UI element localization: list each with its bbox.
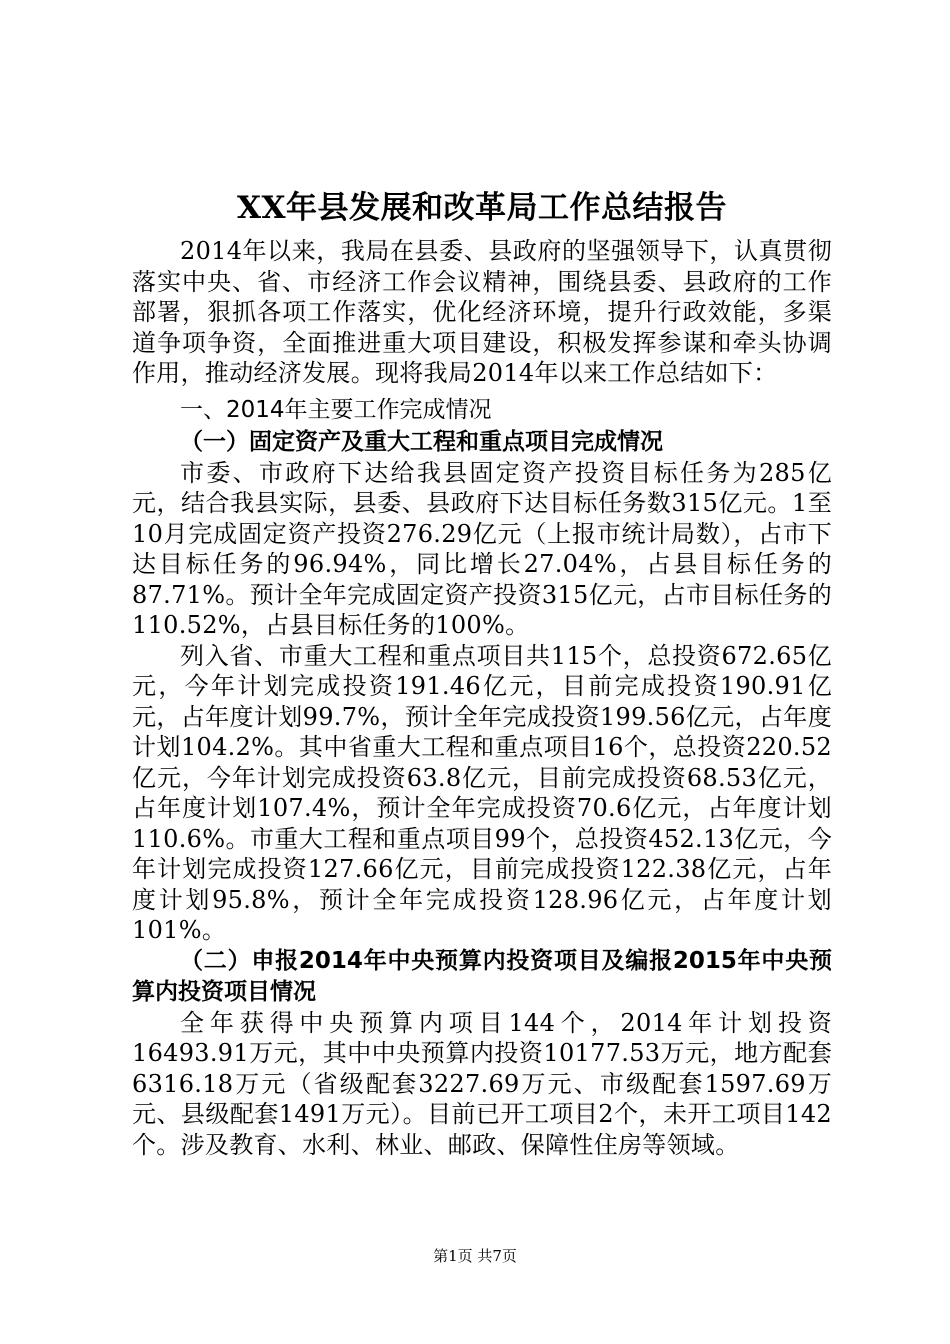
intro-paragraph: 2014年以来，我局在县委、县政府的坚强领导下，认真贯彻落实中央、省、市经济工作会议精神，围绕县委、县政府的工作部署，狠抓各项工作落实，优化经济环境，提升行政效能，多渠道争项争资，全面推进重大项目建设，积极发挥参谋和牵头协调作用，推动经济发展。现将我局2014年以来工作总结如下： [132,237,832,387]
subsection-1-paragraph-1: 市委、市政府下达给我县固定资产投资目标任务为285亿元，结合我县实际，县委、县政府下达目标任务数315亿元。1至10月完成固定资产投资276.29亿元（上报市统计局数），占市下达目标任务的96.94%，同比增长27.04%，占县目标任务的87.71%。预计全年完成固定资产投资315亿元，占市目标任务的110.52%，占县目标任务的100%。 [132,458,832,639]
subsection-heading-1: （一）固定资产及重大工程和重点项目完成情况 [180,428,663,455]
subsection-2-paragraph-1: 全年获得中央预算内项目144个，2014年计划投资16493.91万元，其中中央预算内投资10177.53万元，地方配套6316.18万元（省级配套3227.69万元、市级配套1597.69万元、县级配套1491万元）。目前已开工项目2个，未开工项目142个。涉及教育、水利、林业、邮政、保障性住房等领域。 [132,1008,832,1159]
subsection-heading-2: （二）申报2014年中央预算内投资项目及编报2015年中央预算内投资项目情况 [132,947,832,1005]
section-heading-1: 一、2014年主要工作完成情况 [180,396,492,423]
document-title: XX年县发展和改革局工作总结报告 [236,190,728,226]
subsection-1-paragraph-2: 列入省、市重大工程和重点项目共115个，总投资672.65亿元，今年计划完成投资191.46亿元，目前完成投资190.91亿元，占年度计划99.7%，预计全年完成投资199.56亿元，占年度计划104.2%。其中省重大工程和重点项目16个，总投资220.52亿元，今年计划完成投资63.8亿元，目前完成投资68.53亿元，占年度计划107.4%，预计全年完成投资70.6亿元，占年度计划110.6%。市重大工程和重点项目99个，总投资452.13亿元，今年计划完成投资127.66亿元，目前完成投资122.38亿元，占年度计划95.8%，预计全年完成投资128.96亿元，占年度计划101%。 [132,641,832,944]
document-body [132,180,832,1160]
page-footer: 第1页 共7页 [433,1247,517,1265]
